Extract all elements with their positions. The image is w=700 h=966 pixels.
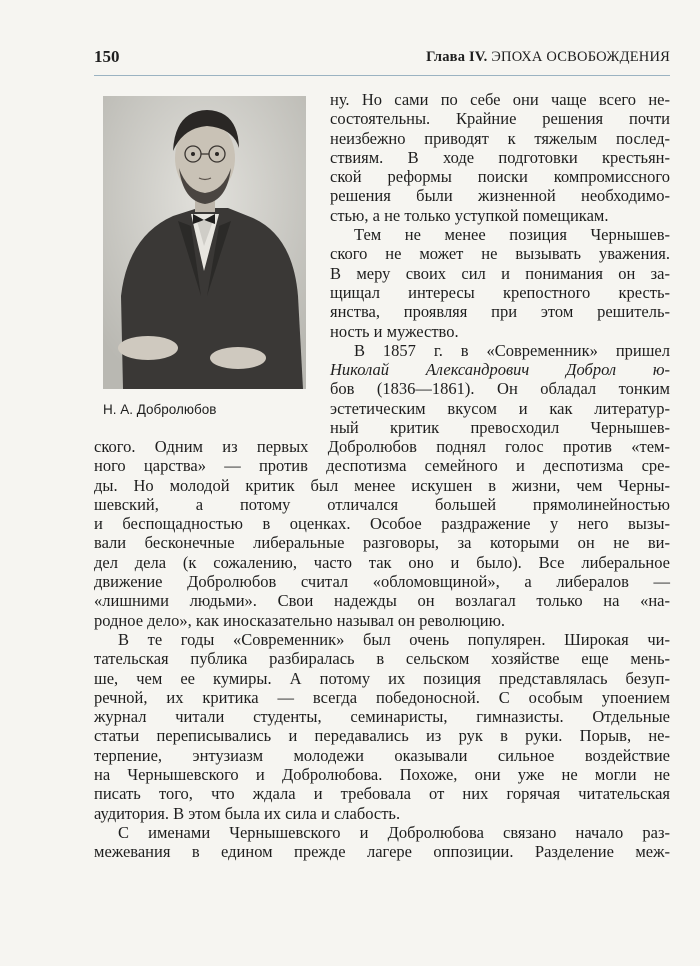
text-line: «лишними людьми». Свои надежды он возлагал только на «на- [94,591,670,611]
text-line: С именами Чернышевского и Добролюбова связано начало раз- [118,822,670,842]
portrait-caption: Н. А. Добролюбов [103,402,217,417]
text-line: тательская публика разбиралась в сельском хозяйстве еще мень- [94,649,670,669]
text-line: статьи переписывались и передавались из рук в руки. Порыв, не- [94,726,670,746]
text-line: ше, чем ее кумиры. А потому их позиция представлялась безуп- [94,668,670,688]
text-line: янства, проявляя при этом решитель- [330,302,670,322]
text-line: эстетическим вкусом и как литератур- [330,398,670,418]
text-line: В меру своих сил и понимания он за- [330,263,670,283]
text-line: на Чернышевского и Добролюбова. Похоже, они уже не могли не [94,765,670,785]
text-line: ского не может не вызывать уважения. [330,244,670,264]
text-line: речной, их критика — всегда победоносной. С особым упоением [94,687,670,707]
text-line: ского. Одним из первых Добролюбов поднял голос против «тем- [94,437,670,456]
right-column-text [330,90,670,437]
text-line: ской реформы поиски компромиссного [330,167,670,187]
text-line: ствиям. В ходе подготовки крестьян- [330,147,670,167]
text-line: решения были жизненной необходимо- [330,186,670,206]
text-line: шевский, а потому отличался большей прямолинейностью [94,494,670,514]
text-line: журнал читали студенты, семинаристы, гимназисты. Отдельные [94,707,670,727]
text-line: аудитория. В этом была их сила и слабость. [94,803,401,823]
text-line: В те годы «Современник» был очень популярен. Широкая чи- [118,629,670,649]
text-line: Тем не менее позиция Чернышев- [354,225,670,245]
text-line: стью, а не только уступкой помещикам. [330,205,609,225]
text-line: движение Добролюбов считал «обломовщиной», а либералов — [94,572,670,592]
text-line: ну. Но сами по себе они чаще всего не- [330,90,670,109]
text-line: В 1857 г. в «Современник» пришел [354,340,670,360]
text-line: писать того, что ждала и требовала от них горячая читательская [94,784,670,804]
text-line: и беспощадностью в оценках. Особое раздражение у него вызы- [94,514,670,534]
text-line: щищал интересы крепостного кресть- [330,282,670,302]
text-line: состоятельны. Крайние решения почти [330,109,670,129]
text-line: межевания в едином прежде лагере оппозиции. Разделение меж- [94,842,670,862]
header-rule [94,75,670,76]
text-line: бов (1836—1861). Он обладал тонким [330,379,670,399]
text-line: ность и мужество. [330,321,459,341]
text-line: ды. Но молодой критик был менее искушен в жизни, чем Черны- [94,475,670,495]
text-line: ного царства» — против деспотизма семейного и деспотизма сре- [94,456,670,476]
portrait-image [103,96,306,389]
page-number: 150 [94,47,120,66]
chapter-title: ЭПОХА ОСВОБОЖДЕНИЯ [491,49,670,65]
full-width-text [94,437,670,862]
chapter-label: Глава IV. [426,49,488,65]
text-line: вали бесконечные либеральные разговоры, за которыми он не ви- [94,533,670,553]
text-line: Николай Александрович Доброл ю- [330,360,670,380]
dobrolyubov-portrait-illustration [103,96,306,389]
text-line: неизбежно приводят к тяжелым послед- [330,128,670,148]
running-head [426,49,670,66]
text-line: ный критик превосходил Чернышев- [330,418,670,438]
text-line: дел дела (к сожалению, часто так оно и было). Все либеральное [94,552,670,572]
text-line: терпение, энтузиазм молодежи оказывали сильное воздействие [94,745,670,765]
text-line: родное дело», как иносказательно называл он революцию. [94,610,506,630]
